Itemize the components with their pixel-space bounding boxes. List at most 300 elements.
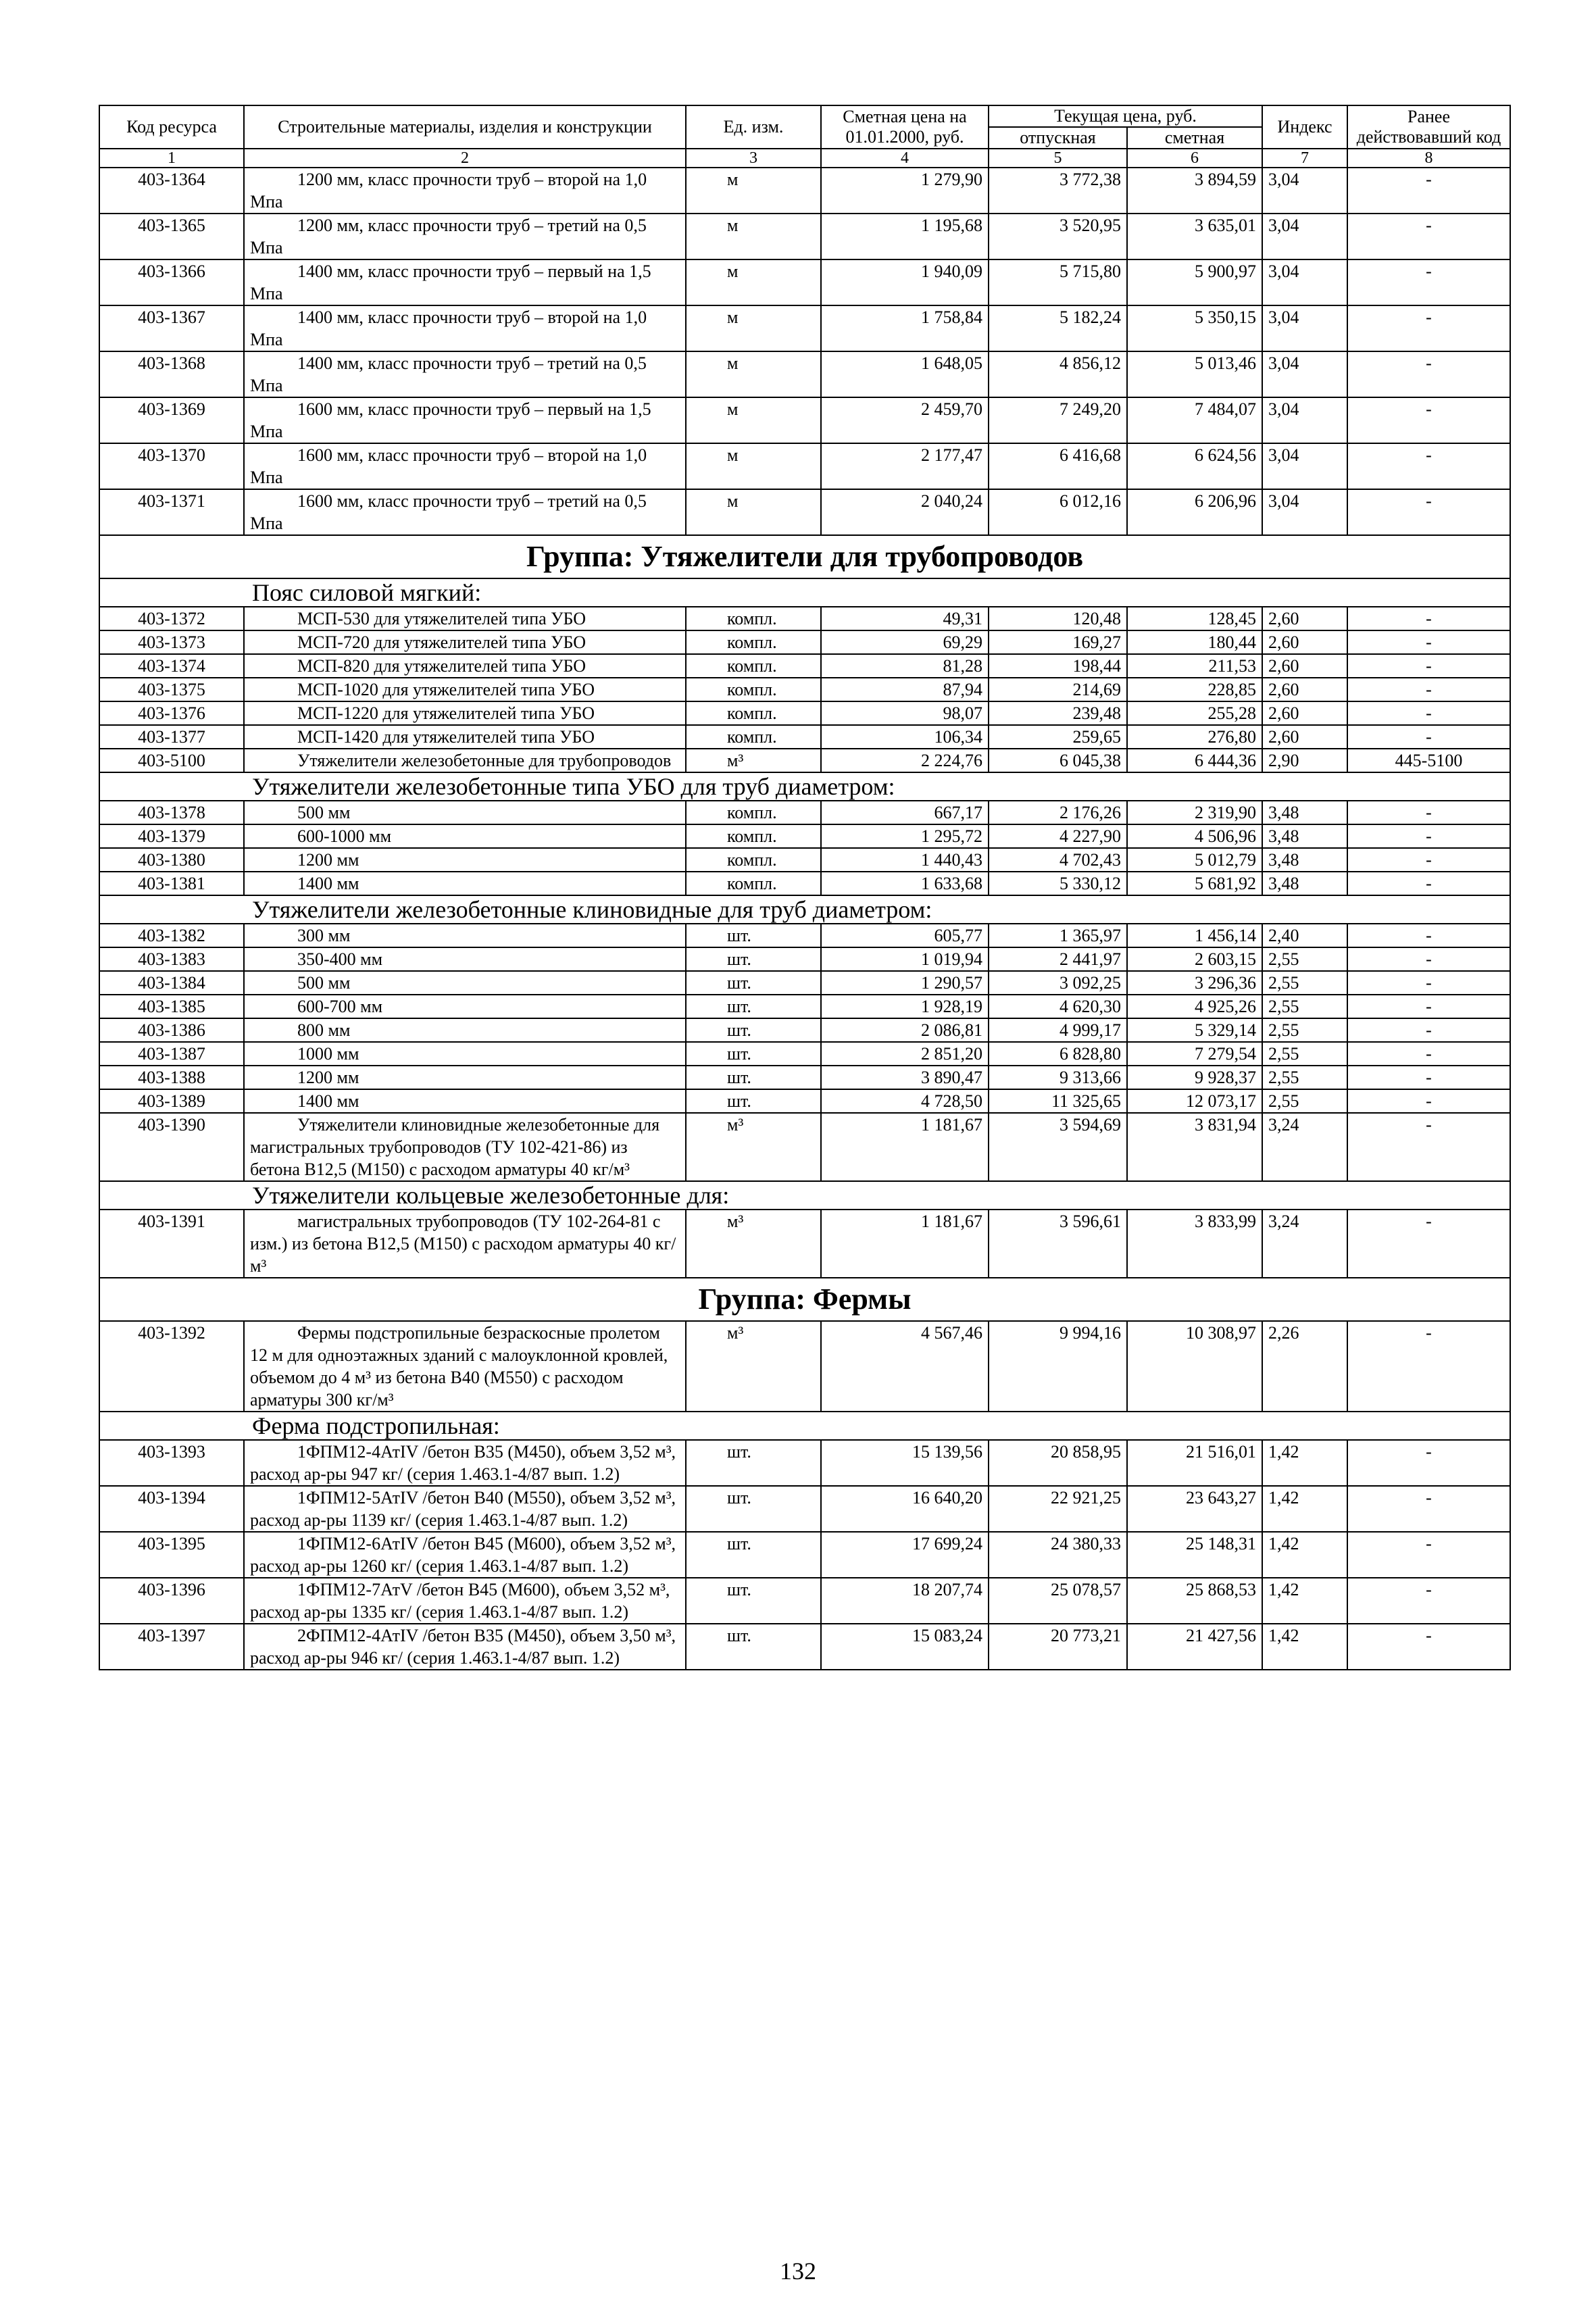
material-name: 1ФПМ12-5АтIV /бетон В40 (М550), объем 3,52 м³, расход ар-ры 1139 кг/ (серия 1.463.1-4/87 вып. 1.2) bbox=[244, 1486, 686, 1532]
estimated-price: 6 624,56 bbox=[1127, 443, 1262, 489]
base-price: 106,34 bbox=[821, 725, 989, 749]
wholesale-price: 4 856,12 bbox=[989, 351, 1127, 397]
group-heading-row bbox=[99, 535, 1510, 578]
resource-code: 403-1377 bbox=[99, 725, 244, 749]
base-price: 2 086,81 bbox=[821, 1018, 989, 1042]
previous-code: - bbox=[1347, 872, 1510, 895]
resource-code: 403-1376 bbox=[99, 701, 244, 725]
table-row bbox=[99, 214, 1510, 259]
base-price: 1 758,84 bbox=[821, 305, 989, 351]
wholesale-price: 6 012,16 bbox=[989, 489, 1127, 535]
wholesale-price: 1 365,97 bbox=[989, 924, 1127, 947]
wholesale-price: 22 921,25 bbox=[989, 1486, 1127, 1532]
resource-code: 403-1391 bbox=[99, 1210, 244, 1278]
wholesale-price: 5 715,80 bbox=[989, 259, 1127, 305]
table-row bbox=[99, 872, 1510, 895]
previous-code: - bbox=[1347, 1486, 1510, 1532]
table-row bbox=[99, 1321, 1510, 1412]
subheading: Утяжелители железобетонные клиновидные для труб диаметром: bbox=[99, 895, 1510, 924]
unit: компл. bbox=[686, 630, 821, 654]
unit: м bbox=[686, 305, 821, 351]
estimated-price: 5 681,92 bbox=[1127, 872, 1262, 895]
price-table bbox=[99, 105, 1511, 1670]
table-row bbox=[99, 305, 1510, 351]
estimated-price: 3 833,99 bbox=[1127, 1210, 1262, 1278]
base-price: 1 195,68 bbox=[821, 214, 989, 259]
price-index: 3,04 bbox=[1262, 443, 1347, 489]
previous-code: - bbox=[1347, 1042, 1510, 1066]
previous-code: - bbox=[1347, 351, 1510, 397]
price-index: 2,60 bbox=[1262, 607, 1347, 630]
estimated-price: 3 635,01 bbox=[1127, 214, 1262, 259]
resource-code: 403-1380 bbox=[99, 848, 244, 872]
estimated-price: 5 329,14 bbox=[1127, 1018, 1262, 1042]
resource-code: 403-1372 bbox=[99, 607, 244, 630]
wholesale-price: 2 176,26 bbox=[989, 801, 1127, 824]
table-row bbox=[99, 168, 1510, 214]
previous-code: - bbox=[1347, 214, 1510, 259]
material-name: МСП-530 для утяжелителей типа УБО bbox=[244, 607, 686, 630]
material-name: 1600 мм, класс прочности труб – третий на 0,5 Мпа bbox=[244, 489, 686, 535]
resource-code: 403-1394 bbox=[99, 1486, 244, 1532]
previous-code: - bbox=[1347, 1321, 1510, 1412]
estimated-price: 128,45 bbox=[1127, 607, 1262, 630]
resource-code: 403-1395 bbox=[99, 1532, 244, 1578]
resource-code: 403-1366 bbox=[99, 259, 244, 305]
previous-code: - bbox=[1347, 259, 1510, 305]
wholesale-price: 3 772,38 bbox=[989, 168, 1127, 214]
base-price: 4 728,50 bbox=[821, 1089, 989, 1113]
table-row bbox=[99, 1042, 1510, 1066]
resource-code: 403-1371 bbox=[99, 489, 244, 535]
price-index: 3,04 bbox=[1262, 351, 1347, 397]
material-name: 600-1000 мм bbox=[244, 824, 686, 848]
price-index: 3,48 bbox=[1262, 801, 1347, 824]
column-number: 3 bbox=[686, 149, 821, 168]
estimated-price: 4 506,96 bbox=[1127, 824, 1262, 848]
unit: компл. bbox=[686, 725, 821, 749]
material-name: 1200 мм, класс прочности труб – второй на 1,0 Мпа bbox=[244, 168, 686, 214]
previous-code: - bbox=[1347, 1018, 1510, 1042]
unit: м bbox=[686, 214, 821, 259]
wholesale-price: 214,69 bbox=[989, 678, 1127, 701]
price-index: 2,55 bbox=[1262, 1042, 1347, 1066]
previous-code: - bbox=[1347, 1578, 1510, 1624]
base-price: 16 640,20 bbox=[821, 1486, 989, 1532]
material-name: МСП-720 для утяжелителей типа УБО bbox=[244, 630, 686, 654]
price-index: 2,60 bbox=[1262, 654, 1347, 678]
estimated-price: 25 868,53 bbox=[1127, 1578, 1262, 1624]
base-price: 1 295,72 bbox=[821, 824, 989, 848]
estimated-price: 7 484,07 bbox=[1127, 397, 1262, 443]
price-index: 1,42 bbox=[1262, 1532, 1347, 1578]
material-name: МСП-1220 для утяжелителей типа УБО bbox=[244, 701, 686, 725]
price-index: 2,40 bbox=[1262, 924, 1347, 947]
base-price: 1 181,67 bbox=[821, 1113, 989, 1181]
previous-code: - bbox=[1347, 1624, 1510, 1670]
price-index: 1,42 bbox=[1262, 1486, 1347, 1532]
wholesale-price: 4 999,17 bbox=[989, 1018, 1127, 1042]
price-index: 3,24 bbox=[1262, 1210, 1347, 1278]
base-price: 1 928,19 bbox=[821, 995, 989, 1018]
unit: м³ bbox=[686, 1321, 821, 1412]
table-row bbox=[99, 995, 1510, 1018]
table-row bbox=[99, 1210, 1510, 1278]
table-row bbox=[99, 351, 1510, 397]
wholesale-price: 5 182,24 bbox=[989, 305, 1127, 351]
wholesale-price: 259,65 bbox=[989, 725, 1127, 749]
base-price: 2 177,47 bbox=[821, 443, 989, 489]
wholesale-price: 198,44 bbox=[989, 654, 1127, 678]
table-row bbox=[99, 924, 1510, 947]
material-name: МСП-820 для утяжелителей типа УБО bbox=[244, 654, 686, 678]
resource-code: 403-5100 bbox=[99, 749, 244, 772]
price-index: 3,24 bbox=[1262, 1113, 1347, 1181]
estimated-price: 5 012,79 bbox=[1127, 848, 1262, 872]
wholesale-price: 20 858,95 bbox=[989, 1440, 1127, 1486]
base-price: 605,77 bbox=[821, 924, 989, 947]
table-row bbox=[99, 397, 1510, 443]
price-index: 3,04 bbox=[1262, 397, 1347, 443]
previous-code: - bbox=[1347, 801, 1510, 824]
wholesale-price: 20 773,21 bbox=[989, 1624, 1127, 1670]
price-index: 1,42 bbox=[1262, 1440, 1347, 1486]
base-price: 667,17 bbox=[821, 801, 989, 824]
group-heading: Группа: Утяжелители для трубопроводов bbox=[99, 535, 1510, 578]
subheading-row bbox=[99, 578, 1510, 607]
unit: шт. bbox=[686, 1066, 821, 1089]
previous-code: 445-5100 bbox=[1347, 749, 1510, 772]
material-name: 1400 мм, класс прочности труб – третий на 0,5 Мпа bbox=[244, 351, 686, 397]
resource-code: 403-1374 bbox=[99, 654, 244, 678]
base-price: 15 083,24 bbox=[821, 1624, 989, 1670]
wholesale-price: 9 313,66 bbox=[989, 1066, 1127, 1089]
wholesale-price: 169,27 bbox=[989, 630, 1127, 654]
column-number: 8 bbox=[1347, 149, 1510, 168]
wholesale-price: 3 092,25 bbox=[989, 971, 1127, 995]
previous-code: - bbox=[1347, 725, 1510, 749]
material-name: 1ФПМ12-7АтV /бетон В45 (М600), объем 3,52 м³, расход ар-ры 1335 кг/ (серия 1.463.1-4/87 вып. 1.2) bbox=[244, 1578, 686, 1624]
wholesale-price: 7 249,20 bbox=[989, 397, 1127, 443]
previous-code: - bbox=[1347, 654, 1510, 678]
estimated-price: 5 350,15 bbox=[1127, 305, 1262, 351]
price-index: 1,42 bbox=[1262, 1578, 1347, 1624]
previous-code: - bbox=[1347, 489, 1510, 535]
subheading-row bbox=[99, 772, 1510, 801]
estimated-price: 180,44 bbox=[1127, 630, 1262, 654]
estimated-price: 3 831,94 bbox=[1127, 1113, 1262, 1181]
previous-code: - bbox=[1347, 924, 1510, 947]
price-index: 2,26 bbox=[1262, 1321, 1347, 1412]
column-number: 5 bbox=[989, 149, 1127, 168]
estimated-price: 276,80 bbox=[1127, 725, 1262, 749]
subheading-row bbox=[99, 1412, 1510, 1440]
material-name: 1200 мм, класс прочности труб – третий на 0,5 Мпа bbox=[244, 214, 686, 259]
unit: м bbox=[686, 351, 821, 397]
material-name: 1200 мм bbox=[244, 848, 686, 872]
subheading: Утяжелители железобетонные типа УБО для труб диаметром: bbox=[99, 772, 1510, 801]
price-index: 3,04 bbox=[1262, 305, 1347, 351]
material-name: 350-400 мм bbox=[244, 947, 686, 971]
price-index: 2,60 bbox=[1262, 725, 1347, 749]
price-index: 2,55 bbox=[1262, 1089, 1347, 1113]
material-name: 1200 мм bbox=[244, 1066, 686, 1089]
resource-code: 403-1364 bbox=[99, 168, 244, 214]
unit: шт. bbox=[686, 1042, 821, 1066]
price-index: 2,55 bbox=[1262, 971, 1347, 995]
material-name: 1400 мм bbox=[244, 872, 686, 895]
table-row bbox=[99, 1440, 1510, 1486]
table-row bbox=[99, 801, 1510, 824]
resource-code: 403-1370 bbox=[99, 443, 244, 489]
previous-code: - bbox=[1347, 630, 1510, 654]
estimated-price: 21 427,56 bbox=[1127, 1624, 1262, 1670]
price-index: 2,55 bbox=[1262, 947, 1347, 971]
estimated-price: 4 925,26 bbox=[1127, 995, 1262, 1018]
resource-code: 403-1397 bbox=[99, 1624, 244, 1670]
table-row bbox=[99, 947, 1510, 971]
material-name: 1ФПМ12-6АтIV /бетон В45 (М600), объем 3,52 м³, расход ар-ры 1260 кг/ (серия 1.463.1-4/87 вып. 1.2) bbox=[244, 1532, 686, 1578]
estimated-price: 255,28 bbox=[1127, 701, 1262, 725]
price-index: 2,60 bbox=[1262, 630, 1347, 654]
unit: компл. bbox=[686, 801, 821, 824]
unit: м bbox=[686, 168, 821, 214]
base-price: 1 648,05 bbox=[821, 351, 989, 397]
table-row bbox=[99, 1018, 1510, 1042]
unit: компл. bbox=[686, 824, 821, 848]
unit: шт. bbox=[686, 971, 821, 995]
header-index: Индекс bbox=[1262, 105, 1347, 149]
resource-code: 403-1393 bbox=[99, 1440, 244, 1486]
resource-code: 403-1384 bbox=[99, 971, 244, 995]
resource-code: 403-1375 bbox=[99, 678, 244, 701]
wholesale-price: 9 994,16 bbox=[989, 1321, 1127, 1412]
unit: м bbox=[686, 443, 821, 489]
header-name: Строительные материалы, изделия и конструкции bbox=[244, 105, 686, 149]
wholesale-price: 3 596,61 bbox=[989, 1210, 1127, 1278]
unit: шт. bbox=[686, 1532, 821, 1578]
table-row bbox=[99, 630, 1510, 654]
material-name: 1400 мм bbox=[244, 1089, 686, 1113]
wholesale-price: 120,48 bbox=[989, 607, 1127, 630]
resource-code: 403-1392 bbox=[99, 1321, 244, 1412]
material-name: МСП-1020 для утяжелителей типа УБО bbox=[244, 678, 686, 701]
table-row bbox=[99, 259, 1510, 305]
base-price: 49,31 bbox=[821, 607, 989, 630]
resource-code: 403-1387 bbox=[99, 1042, 244, 1066]
table-row bbox=[99, 678, 1510, 701]
column-number: 2 bbox=[244, 149, 686, 168]
wholesale-price: 4 702,43 bbox=[989, 848, 1127, 872]
base-price: 18 207,74 bbox=[821, 1578, 989, 1624]
unit: компл. bbox=[686, 654, 821, 678]
resource-code: 403-1388 bbox=[99, 1066, 244, 1089]
resource-code: 403-1369 bbox=[99, 397, 244, 443]
previous-code: - bbox=[1347, 947, 1510, 971]
column-number: 4 bbox=[821, 149, 989, 168]
base-price: 2 224,76 bbox=[821, 749, 989, 772]
estimated-price: 228,85 bbox=[1127, 678, 1262, 701]
table-row bbox=[99, 607, 1510, 630]
resource-code: 403-1396 bbox=[99, 1578, 244, 1624]
table-row bbox=[99, 701, 1510, 725]
resource-code: 403-1389 bbox=[99, 1089, 244, 1113]
material-name: 800 мм bbox=[244, 1018, 686, 1042]
table-row bbox=[99, 971, 1510, 995]
wholesale-price: 239,48 bbox=[989, 701, 1127, 725]
material-name: 1600 мм, класс прочности труб – первый на 1,5 Мпа bbox=[244, 397, 686, 443]
estimated-price: 6 444,36 bbox=[1127, 749, 1262, 772]
base-price: 2 459,70 bbox=[821, 397, 989, 443]
previous-code: - bbox=[1347, 1113, 1510, 1181]
column-number: 1 bbox=[99, 149, 244, 168]
group-heading-row bbox=[99, 1278, 1510, 1321]
resource-code: 403-1390 bbox=[99, 1113, 244, 1181]
table-header bbox=[99, 105, 1510, 168]
material-name: 2ФПМ12-4АтIV /бетон В35 (М450), объем 3,50 м³, расход ар-ры 946 кг/ (серия 1.463.1-4/87 вып. 1.2) bbox=[244, 1624, 686, 1670]
table-row bbox=[99, 1532, 1510, 1578]
material-name: 1600 мм, класс прочности труб – второй на 1,0 Мпа bbox=[244, 443, 686, 489]
base-price: 15 139,56 bbox=[821, 1440, 989, 1486]
table-row bbox=[99, 443, 1510, 489]
resource-code: 403-1382 bbox=[99, 924, 244, 947]
material-name: магистральных трубопроводов (ТУ 102-264-81 с изм.) из бетона В12,5 (М150) с расходом арматуры 40 кг/м³ bbox=[244, 1210, 686, 1278]
table-row bbox=[99, 725, 1510, 749]
previous-code: - bbox=[1347, 168, 1510, 214]
unit: шт. bbox=[686, 1578, 821, 1624]
wholesale-price: 6 045,38 bbox=[989, 749, 1127, 772]
table-row bbox=[99, 1486, 1510, 1532]
unit: шт. bbox=[686, 1018, 821, 1042]
subheading-row bbox=[99, 1181, 1510, 1210]
unit: шт. bbox=[686, 947, 821, 971]
material-name: 500 мм bbox=[244, 971, 686, 995]
wholesale-price: 4 620,30 bbox=[989, 995, 1127, 1018]
unit: шт. bbox=[686, 924, 821, 947]
previous-code: - bbox=[1347, 1532, 1510, 1578]
previous-code: - bbox=[1347, 995, 1510, 1018]
estimated-price: 12 073,17 bbox=[1127, 1089, 1262, 1113]
unit: шт. bbox=[686, 995, 821, 1018]
wholesale-price: 24 380,33 bbox=[989, 1532, 1127, 1578]
table-body bbox=[99, 168, 1510, 1670]
estimated-price: 7 279,54 bbox=[1127, 1042, 1262, 1066]
estimated-price: 5 900,97 bbox=[1127, 259, 1262, 305]
price-index: 2,60 bbox=[1262, 678, 1347, 701]
estimated-price: 23 643,27 bbox=[1127, 1486, 1262, 1532]
base-price: 4 567,46 bbox=[821, 1321, 989, 1412]
unit: шт. bbox=[686, 1440, 821, 1486]
resource-code: 403-1386 bbox=[99, 1018, 244, 1042]
base-price: 98,07 bbox=[821, 701, 989, 725]
previous-code: - bbox=[1347, 1066, 1510, 1089]
price-index: 2,90 bbox=[1262, 749, 1347, 772]
unit: м bbox=[686, 397, 821, 443]
estimated-price: 1 456,14 bbox=[1127, 924, 1262, 947]
page-number: 132 bbox=[780, 2258, 816, 2285]
previous-code: - bbox=[1347, 305, 1510, 351]
previous-code: - bbox=[1347, 607, 1510, 630]
table-row bbox=[99, 824, 1510, 848]
material-name: Утяжелители железобетонные для трубопроводов bbox=[244, 749, 686, 772]
table-row bbox=[99, 1066, 1510, 1089]
table-row bbox=[99, 749, 1510, 772]
resource-code: 403-1365 bbox=[99, 214, 244, 259]
material-name: 1000 мм bbox=[244, 1042, 686, 1066]
unit: м bbox=[686, 259, 821, 305]
resource-code: 403-1381 bbox=[99, 872, 244, 895]
subheading: Ферма подстропильная: bbox=[99, 1412, 1510, 1440]
resource-code: 403-1385 bbox=[99, 995, 244, 1018]
header-wholesale: отпускная bbox=[989, 127, 1127, 149]
unit: компл. bbox=[686, 678, 821, 701]
previous-code: - bbox=[1347, 397, 1510, 443]
previous-code: - bbox=[1347, 678, 1510, 701]
wholesale-price: 5 330,12 bbox=[989, 872, 1127, 895]
price-index: 1,42 bbox=[1262, 1624, 1347, 1670]
previous-code: - bbox=[1347, 1089, 1510, 1113]
base-price: 1 633,68 bbox=[821, 872, 989, 895]
price-index: 2,55 bbox=[1262, 995, 1347, 1018]
unit: компл. bbox=[686, 701, 821, 725]
table-row bbox=[99, 489, 1510, 535]
wholesale-price: 3 520,95 bbox=[989, 214, 1127, 259]
price-index: 3,04 bbox=[1262, 214, 1347, 259]
material-name: Утяжелители клиновидные железобетонные для магистральных трубопроводов (ТУ 102-421-86) из бетона В12,5 (М150) с расходом арматуры 40 кг/м³ bbox=[244, 1113, 686, 1181]
base-price: 1 019,94 bbox=[821, 947, 989, 971]
wholesale-price: 11 325,65 bbox=[989, 1089, 1127, 1113]
header-current-price: Текущая цена, руб. bbox=[989, 105, 1262, 127]
previous-code: - bbox=[1347, 1440, 1510, 1486]
previous-code: - bbox=[1347, 824, 1510, 848]
table-row bbox=[99, 1624, 1510, 1670]
material-name: 1400 мм, класс прочности труб – второй на 1,0 Мпа bbox=[244, 305, 686, 351]
estimated-price: 211,53 bbox=[1127, 654, 1262, 678]
unit: м³ bbox=[686, 1210, 821, 1278]
estimated-price: 3 894,59 bbox=[1127, 168, 1262, 214]
base-price: 1 940,09 bbox=[821, 259, 989, 305]
resource-code: 403-1379 bbox=[99, 824, 244, 848]
material-name: 500 мм bbox=[244, 801, 686, 824]
estimated-price: 9 928,37 bbox=[1127, 1066, 1262, 1089]
wholesale-price: 6 828,80 bbox=[989, 1042, 1127, 1066]
base-price: 2 851,20 bbox=[821, 1042, 989, 1066]
column-numbers-row bbox=[99, 149, 1510, 168]
estimated-price: 2 319,90 bbox=[1127, 801, 1262, 824]
base-price: 3 890,47 bbox=[821, 1066, 989, 1089]
resource-code: 403-1373 bbox=[99, 630, 244, 654]
material-name: Фермы подстропильные безраскосные пролетом 12 м для одноэтажных зданий с малоуклонной кровлей, объемом до 4 м³ из бетона В40 (М550) с расходом арматуры 300 кг/м³ bbox=[244, 1321, 686, 1412]
price-index: 3,04 bbox=[1262, 259, 1347, 305]
table-row bbox=[99, 654, 1510, 678]
unit: компл. bbox=[686, 607, 821, 630]
price-index: 3,04 bbox=[1262, 489, 1347, 535]
unit: компл. bbox=[686, 848, 821, 872]
resource-code: 403-1367 bbox=[99, 305, 244, 351]
column-number: 6 bbox=[1127, 149, 1262, 168]
price-table-sheet bbox=[99, 105, 1510, 1670]
base-price: 69,29 bbox=[821, 630, 989, 654]
material-name: 600-700 мм bbox=[244, 995, 686, 1018]
material-name: МСП-1420 для утяжелителей типа УБО bbox=[244, 725, 686, 749]
previous-code: - bbox=[1347, 443, 1510, 489]
table-row bbox=[99, 1089, 1510, 1113]
estimated-price: 25 148,31 bbox=[1127, 1532, 1262, 1578]
unit: шт. bbox=[686, 1624, 821, 1670]
header-estimated: сметная bbox=[1127, 127, 1262, 149]
price-index: 2,55 bbox=[1262, 1066, 1347, 1089]
unit: шт. bbox=[686, 1089, 821, 1113]
